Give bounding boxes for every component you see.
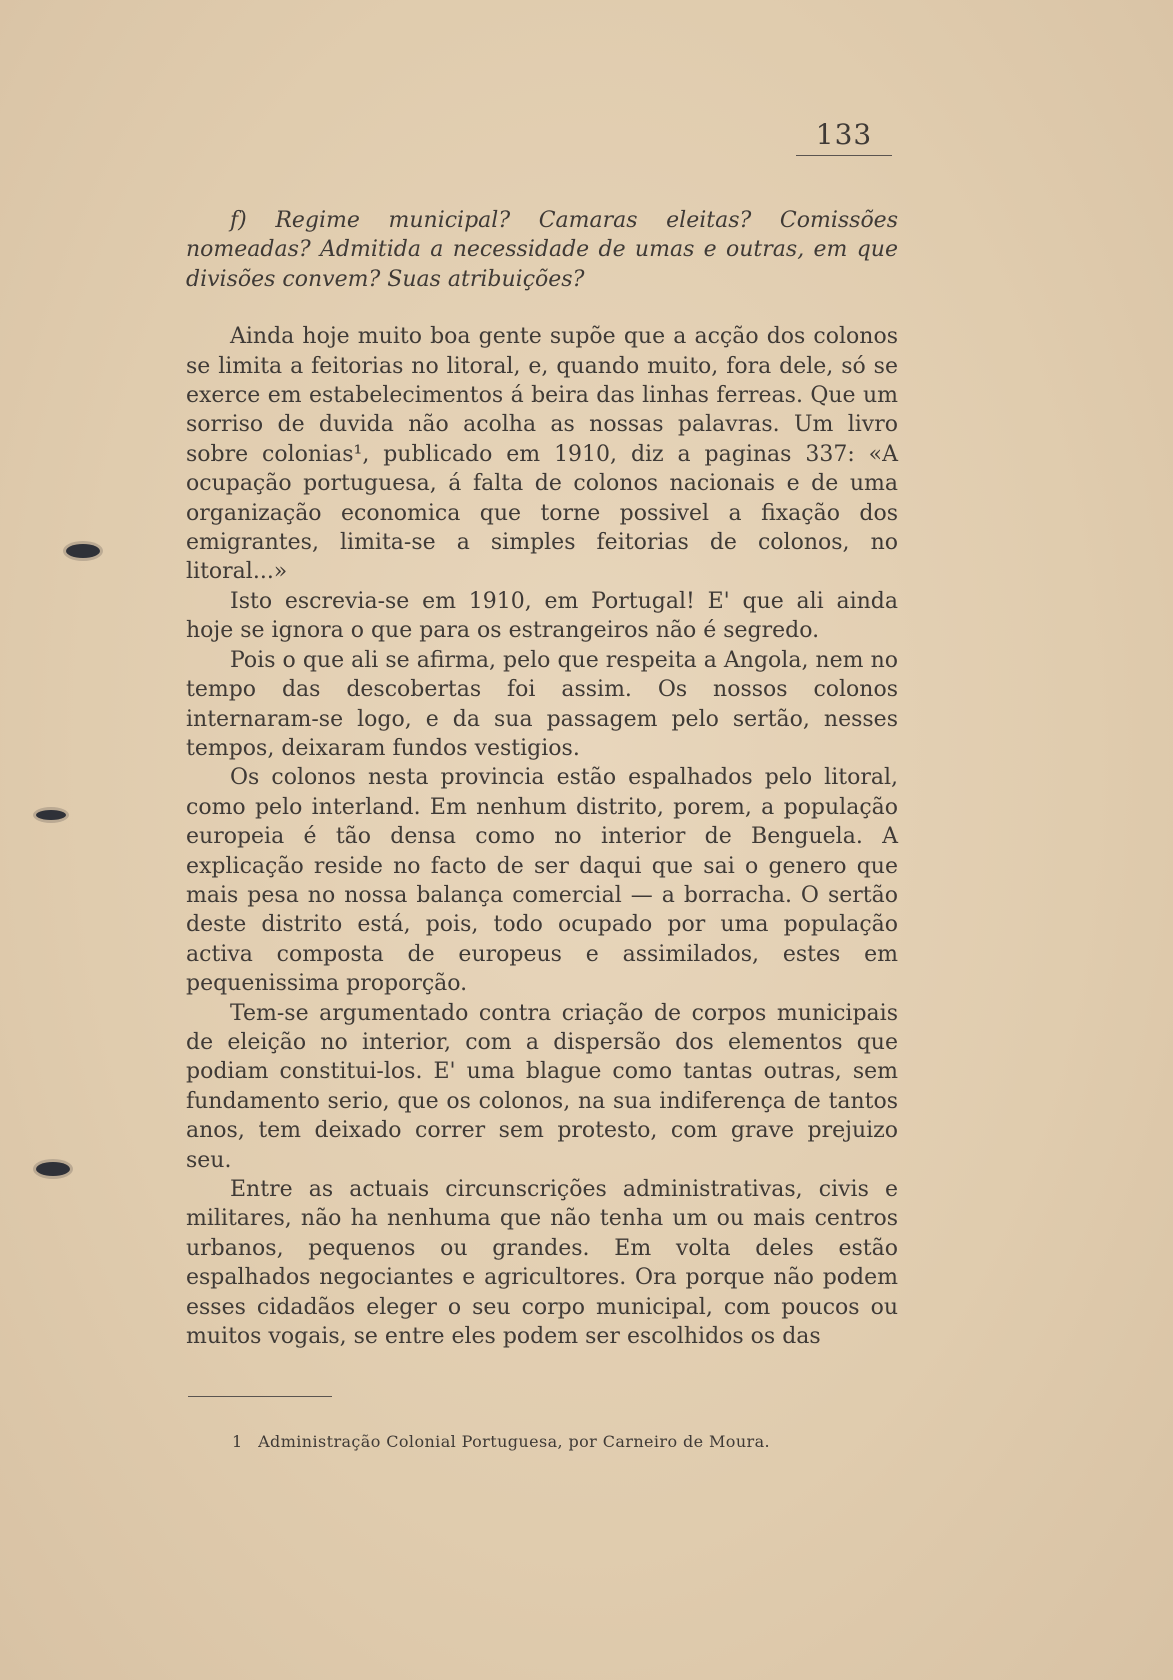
paragraph: Isto escrevia-se em 1910, em Portugal! E' que ali ainda hoje se ignora o que para os estrangeiros não é segredo. [186,588,898,644]
binding-hole-icon [36,1162,70,1176]
binding-hole-icon [66,544,100,558]
footnote-number: 1 [232,1432,243,1451]
section-question: f) Regime municipal? Camaras eleitas? Comissões nomeadas? Admitida a necessidade de umas e outras, em que divisões convem? Suas atribuições? [186,208,898,292]
binding-hole-icon [36,810,66,820]
footnote-divider [188,1396,332,1397]
paragraph: Ainda hoje muito boa gente supõe que a acção dos colonos se limita a feitorias no litoral, e, quando muito, fora dele, só se exerce em estabelecimentos á beira das linhas ferreas. Que um sorriso de duvida não acolha as nossas palavras. Um livro sobre colonias¹, publicado em 1910, diz a paginas 337: «A ocupação portuguesa, á falta de colonos nacionais e de uma organização economica que torne possivel a fixação dos emigrantes, limita-se a simples feitorias de colonos, no litoral...» [186,324,898,585]
footnote-text: Administração Colonial Portuguesa, por Carneiro de Moura. [258,1432,770,1451]
body-text [186,206,898,1351]
footnote [232,1432,932,1451]
page-number: 133 [796,118,892,156]
paragraph: Entre as actuais circunscrições administrativas, civis e militares, não ha nenhuma que não tenha um ou mais centros urbanos, pequenos ou grandes. Em volta deles estão espalhados negociantes e agricultores. Ora porque não podem esses cidadãos eleger o seu corpo municipal, com poucos ou muitos vogais, se entre eles podem ser escolhidos os das [186,1177,898,1350]
paragraph: Pois o que ali se afirma, pelo que respeita a Angola, nem no tempo das descobertas foi assim. Os nossos colonos internaram-se logo, e da sua passagem pelo sertão, nesses tempos, deixaram fundos vestigios. [186,647,898,761]
paragraph: Os colonos nesta provincia estão espalhados pelo litoral, como pelo interland. Em nenhum distrito, porem, a população europeia é tão densa como no interior de Benguela. A explicação reside no facto de ser daqui que sai o genero que mais pesa no nossa balança comercial — a borracha. O sertão deste distrito está, pois, todo ocupado por uma população activa composta de europeus e assimilados, estes em pequenissima proporção. [186,765,898,997]
paragraph: Tem-se argumentado contra criação de corpos municipais de eleição no interior, com a dispersão dos elementos que podiam constitui-los. E' uma blague como tantas outras, sem fundamento serio, que os colonos, na sua indiferença de tantos anos, tem deixado correr sem protesto, com grave prejuizo seu. [186,1000,898,1173]
